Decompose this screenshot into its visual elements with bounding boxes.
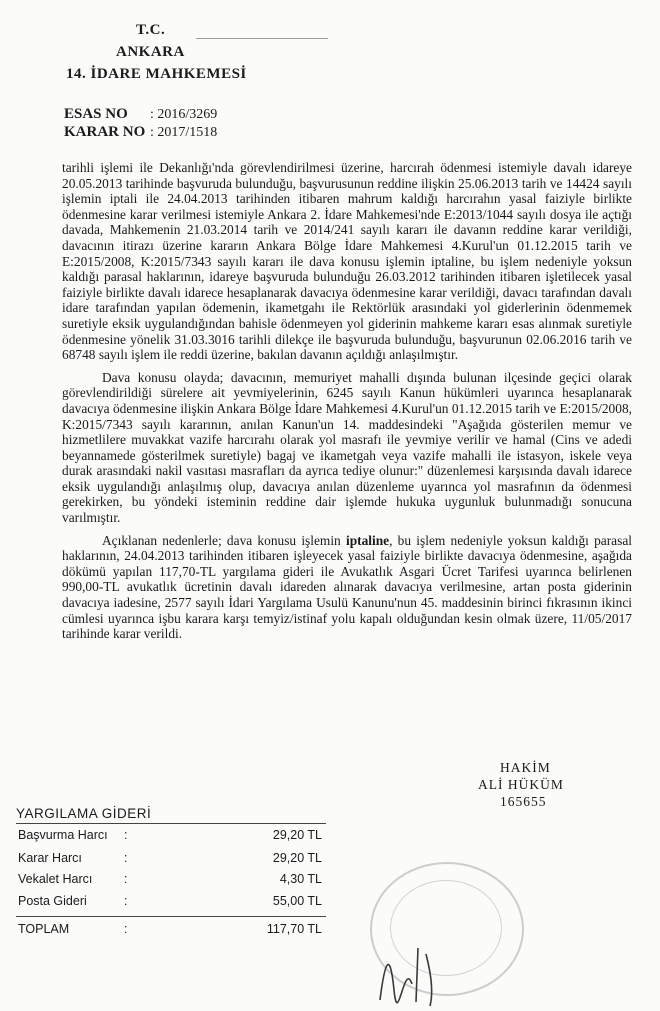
cost-row [16,894,326,912]
cost-name: Vekalet Harcı [18,872,93,886]
cost-colon: : [124,851,128,865]
cost-colon: : [124,872,128,886]
verdict-keyword: iptaline [345,532,390,548]
esas-no-label: ESAS NO [64,106,128,122]
city-label: ANKARA [116,44,185,60]
cost-amount: 29,20 TL [272,851,322,865]
cost-colon: : [124,894,128,908]
karar-no-value: : 2017/1518 [150,125,218,140]
esas-no-value: : 2016/3269 [150,107,218,122]
cost-name: Posta Gideri [18,894,87,908]
redaction-line [196,38,328,39]
total-label: TOPLAM [18,922,70,936]
cost-colon: : [124,828,128,842]
cost-amount: 4,30 TL [279,872,322,886]
court-name: 14. İDARE MAHKEMESİ [66,66,247,82]
costs-table [16,806,326,936]
judge-name: ALİ HÜKÜM [478,777,564,792]
paragraph-3-start: Açıklanan nedenlerle; dava konusu işlemin [102,532,346,548]
cost-total-row [16,922,326,940]
costs-title: YARGILAMA GİDERİ [16,806,152,821]
document-body [62,160,632,642]
costs-divider [16,823,326,824]
total-divider [16,916,326,917]
paragraph-3 [62,533,632,642]
paragraph-3-end: , bu işlem nedeniyle yoksun kaldığı parasal haklarının, 24.04.2013 tarihinden itibaren işleyecek yasal faiziyle birlikte davacıya ödenmesine, aşağıda dökümü yapılan 117,70-TL yargılama gideri ile Avukatlık Asgari Ücret Tarifesi uyarınca belirlenen 990,00-TL avukatlık ücretinin davalı idareden alınarak davacıya verilmesine, artan posta giderinin davacıya iadesine, 2577 sayılı İdari Yargılama Usulü Kanunu'nun 45. maddesinin birinci fıkrasının ikinci cümlesi uyarınca işbu karara karşı temyiz/istinaf yolu kapalı olduğundan kesin olmak üzere, 11/05/2017 tarihinde karar verildi. [62,532,632,642]
total-colon: : [124,922,128,936]
handwritten-signature [360,940,480,1010]
cost-name: Başvurma Harcı [18,828,108,842]
total-amount: 117,70 TL [266,922,322,936]
cost-row [16,872,326,890]
cost-row [16,828,326,846]
judge-number: 165655 [500,794,547,809]
cost-amount: 55,00 TL [272,894,322,908]
karar-no-label: KARAR NO [64,124,146,140]
cost-name: Karar Harcı [18,851,82,865]
paragraph-1: tarihli işlemi ile Dekanlığı'nda görevlendirilmesi üzerine, harcırah ödenmesi istemiyle davalı idareye 20.05.2013 tarihinde başvuruda bulunduğu, başvurusunun reddine ilişkin 25.06.2013 tarih ve 14424 sayılı işlemin iptali ile 24.04.2013 tarihinden itibaren mahrum kaldığı harcırahın yasal faiziyle birlikte ödenmesine karar verilmesi istemiyle Ankara 2. İdare Mahkemesi'nde E:2013/1044 sayılı dosya ile açtığı davada, Mahkemenin 21.03.2014 tarih ve 2014/241 sayılı kararı ile davanın reddine karar verildiği, davacının itirazı üzerine kararın Ankara Bölge İdare Mahkemesi 4.Kurul'un 01.12.2015 tarih ve E:2015/2008, K:2015/7343 sayılı kararı ile dava konusu işlemin iptaline, bu işlem nedeniyle yoksun kaldığı parasal haklarının, idareye başvuruda bulunduğu 26.03.2012 tarihinden itibaren işletilecek yasal faiziyle birlikte davalı idarece hesaplanarak davacıya ödenmesine karar verildiği, davacı tarafından davalı idare tarafından yapılan ödemenin, ikametgahı ile Rektörlük arasındaki yol giderlerinin ödenmemek suretiyle eksik uygulandığından bahisle ödenmeyen yol giderinin mahkeme kararı esas alınmak suretiyle ödenmesine yönelik 31.03.3016 tarihli dilekçe ile başvuruda bulunduğu, başvurunun 02.06.2016 tarih ve 68748 sayılı işlem ile reddi üzerine, bakılan davanın açıldığı anlaşılmıştır. [62,160,632,363]
judge-title: HAKİM [500,760,551,775]
cost-row [16,851,326,869]
paragraph-2: Dava konusu olayda; davacının, memuriyet mahalli dışında bulunan ilçesinde geçici olarak görevlendirildiği sürelere ait yevmiyelerinin, 6245 sayılı Kanun hükümleri uyarınca hesaplanarak davacıya ödenmesine ilişkin Ankara Bölge İdare Mahkemesi 4.Kurul'un 01.12.2015 tarih ve E:2015/2008, K:2015/7343 sayılı kararının, anılan Kanun'un 14. maddesindeki "Aşağıda gösterilen memur ve hizmetlilere muvakkat vazife harcırahı olarak yol masrafı ile yevmiye verilir ve hamal (Cins ve adedi beyannamede gösterilmek suretiyle) bagaj ve ikametgah veya vazife mahalli ile istasyon, iskele veya durak arasındaki nakil vasıtası masrafları da ayrıca tediye olunur:" düzenlemesi karşısında davalı idarece eksik uygulandığı anlaşılmış olup, davacıya anılan düzenleme uyarınca yol masrafının da ödenmesi gerekirken, bu yöndeki isteminin reddine dair işlemde hukuka uygunluk bulunmadığı sonucuna varılmıştır. [62,369,632,526]
country-label: T.C. [136,22,166,38]
cost-amount: 29,20 TL [272,828,322,842]
